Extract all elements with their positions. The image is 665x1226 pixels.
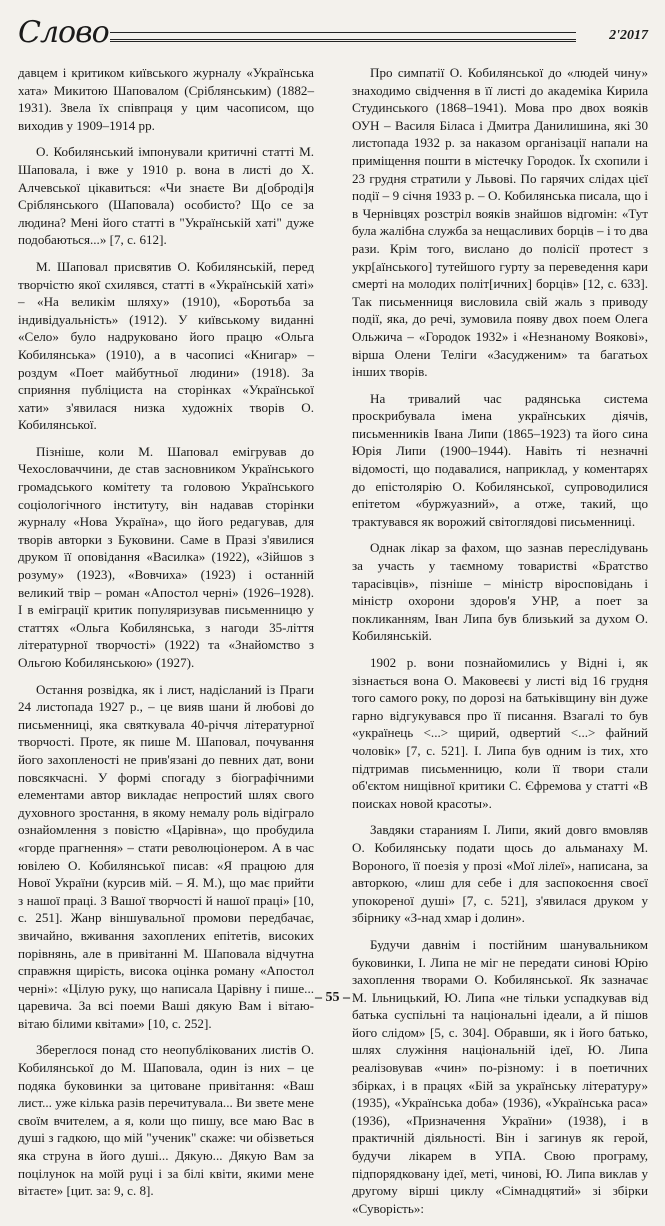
paragraph: Про симпатії О. Кобилянської до «людей чину» знаходимо свідчення в її листі до академіка Кирила Студинського (1868–1941). Мова про двох вояків ОУН – Василя Біласа і Дмитра Данилишина, які 30 листопада 1932 р. за наказом організації напали на приміщення пошти в містечку Городок. Їх схопили і 23 грудня стратили у Львові. По гарячих слідах цієї події – 9 січня 1933 р. – О. Кобилянська писала, що і в Чернівцях розстріл вояків знайшов відгомін: «Тут була жалібна служба за нещасливих борців – і то два рази. Крім того, вислано до полісії протест з укр[аїнського] тутейшого гурту за переведення кари смерті на молодих політ[ичних] борців» [12, с. 633]. Так письменниця висловила свій жаль з приводу події, яка, до речі, зумовила появу двох поем Олега Ольжича – «Городок 1932» і «Незнаному Воякові», вірша Олени Теліги «Засудженим» та багатьох інших творів. — [352, 65, 648, 380]
paragraph: давцем і критиком київського журналу «Українська хата» Микитою Шаповалом (Сріблянським) (1882–1931). Звела їх співпраця у цим часописом, що виходив у 1909–1914 рр. — [18, 65, 314, 133]
journal-logo: Слово — [18, 15, 109, 50]
paragraph: 1902 р. вони познайомились у Відні і, як зізнається вона О. Маковеєві у листі від 16 грудня того самого року, по дорозі на батьківщину він дуже гарно відгукувався про її писання. Взагалі то був «українець <...> щирий, одвертий <...> файний чоловік» [7, с. 521]. І. Липа був одним із тих, хто підтримав письменницю, коли її твори стали об'єктом нищівної критики С. Єфремова у статті «В поисках новой красоты». — [352, 655, 648, 811]
paragraph: Однак лікар за фахом, що зазнав переслідувань за участь у таємному товаристві «Братство тарасівців», пізніше – міністр віросповідань і міністр охорони здоров'я УНР, а поет за покликанням, Іван Липа був близький за духом О. Кобилянській. — [352, 540, 648, 644]
page-header — [18, 14, 648, 54]
paragraph: Збереглося понад сто неопублікованих листів О. Кобилянської до М. Шаповала, один із них – це подяка буковинки за цитоване привітання: «Ваш лист... уже кілька разів перечитувала... Ви звете мене своїм вчителем, а я, коли що пишу, все маю Вас в душі з гадкою, що мій "ученик" скаже: чи обізветься яка струна в його душі... Дякую... Дякую Вам за поцілунок на моїй руці і за білі квіти, якими мене вітаєте» [цит. за: 9, с. 8]. — [18, 1042, 314, 1199]
paragraph: Будучи давнім і постійним шанувальником буковинки, І. Липа не міг не передати синові Юрію захоплення творами О. Кобилянської. Як зазначає М. Ільницький, Ю. Липа «не тільки успадкував від батька суспільні та національні ідеали, а й пішов його слідом» [5, с. 304]. Обравши, як і його батько, шлях служіння національній ідеї, Ю. Липа реалізовував «чин» по-різному: і в поетичних збірках, і в працях «Бій за українську літературу» (1935), «Українська доба» (1936), «Українська раса» (1936), «Призначення України» (1938), і в практичній діяльності. Він і загинув як герой, будучи лікарем в УПА. Свою програму, підпорядковану ідеї, меті, чинові, Ю. Липа виклав у другому вірші циклу «Сімнадцятий» зі збірки «Суворість»: — [352, 936, 648, 1216]
paragraph: Завдяки стараниям І. Липи, який довго вмовляв О. Кобилянську подати щось до альманаху М. Вороного, її поезія у прозі «Мої лілеї», написана, за авторкою, «лиш для себе і для заспокоєння своєї упокореної душі» [7, с. 521], з'явилася друком у збірнику «З-над хмар і долин». — [352, 822, 648, 926]
paragraph: М. Шаповал присвятив О. Кобилянській, перед творчістю якої схилявся, статті в «Українській хаті» – «На великім шляху» (1910), «Боротьба за індивідуальність» (1912). У київському виданні «Село» було надруковано його працю «Ольга Кобилянська» (1910), а в часописі «Книгар» – роздум «Поет майбутньої людини» (1918). За сприяння публіциста на сторінках «Української хати» з'явилася низка художніх творів О. Кобилянської. — [18, 258, 314, 433]
paragraph: О. Кобилянський імпонували критичні статті М. Шаповала, і вже у 1910 р. вона в листі до Х. Алчевської цікавиться: «Чи знаєте Ви д[оброді]я Сріблянського (Шаповала) особисто? Що се за людина? Мені його статті в "Українській хаті" дуже подобаються...» [7, с. 612]. — [18, 144, 314, 248]
paragraph: На тривалий час радянська система проскрибувала імена українських діячів, письменників Івана Липи (1865–1923) та його сина Юрія Липи (1900–1944). Навіть ті незначні відомості, що подавалися, наприклад, у коментарях до епістолярію О. Кобилянської, супроводилися епітетом «буржуазний», а отже, такий, що трактувався як ворожий світоглядові письменниці. — [352, 390, 648, 529]
header-rule — [110, 32, 576, 42]
page-number: – 55 – — [315, 990, 350, 1005]
right-column — [352, 64, 648, 1226]
paragraph: Остання розвідка, як і лист, надісланий із Праги 24 листопада 1927 р., – це вияв шани й любові до письменниці, яка святкувала 40-річчя літературної творчості. Проте, як пише М. Шаповал, почування його захопленості не прив'язані до певних дат, вони повсякчасні. У формі спогаду з біографічними елементами автор викладає непростий шлях свого духовного зростання, в якому немалу роль відіграло ознайомлення з повістю «Царівна», що пробудила «горде прагнення» – стати революціонером. А в час ювілею О. Кобилянської писав: «Я працюю для Нової України (курсив мій. – Я. М.), що має прийти з нашої праці. З Вашої творчості й нашої праці» [10, с. 251]. Жанр віншувальної промови передбачає, звичайно, вживання захоплених епітетів, високих порівнянь, але в привітанні М. Шаповала відчутна справжня щирість, висока оцінка роману «Апостол черні»: «Цілую руку, що написала Царівну і пише... царевича. За всі поеми Ваші дякую Вам і вітаю-вітаю білими квітами» [10, с. 252]. — [18, 681, 314, 1031]
issue-number: 2'2017 — [609, 28, 648, 43]
paragraph: Пізніше, коли М. Шаповал емігрував до Чехословаччини, де став засновником Українського громадського комітету та головою Українського соціологічного інституту, він надавав сторінки журналу «Нова Україна», що його редагував, для творів авторки з Буковини. Саме в Празі з'явилися друком її оповідання «Василка» (1922), «Зійшов з розуму» (1923), «Вовчиха» (1923) і останній великий твір – роман «Апостол черні» (1926–1928). І в еміграції критик популяризував письменницю у статтях «Ольга Кобилянська, з нагоди 35-ліття літературної творчості» (1922) та «Знайомство з Ольгою Кобилянською» (1927). — [18, 443, 314, 670]
left-column — [18, 64, 314, 1209]
